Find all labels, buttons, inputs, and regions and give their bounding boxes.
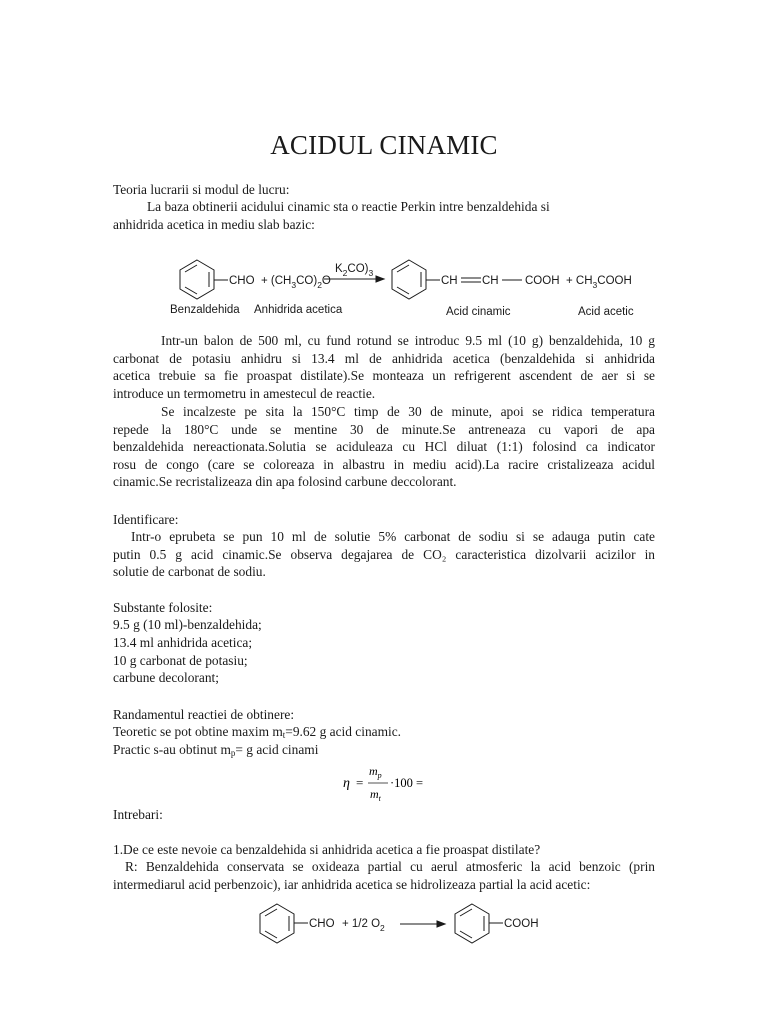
identificare-line: solutie de carbonat de sodiu. [113, 564, 266, 579]
document-title: ACIDUL CINAMIC [270, 130, 498, 160]
double-bond-icon [461, 278, 481, 282]
substante-heading: Substante folosite: [113, 600, 213, 615]
identificare-line: putin 0.5 g acid cinamic.Se observa degajarea de CO₂ caracteristica dizolvarii acizilor in [113, 546, 655, 562]
product-ch2-text: CH [482, 275, 499, 287]
yield-formula [340, 760, 450, 804]
benzene-ring-icon [180, 260, 228, 299]
answer-line: R: Benzaldehida conservata se oxideaza partial cu aerul atmosferic la acid benzoic (prin [125, 859, 655, 874]
formula-numerator: $m_p$ [369, 764, 382, 780]
answer-1 [113, 858, 655, 893]
intro-line-2: anhidrida acetica in mediu slab bazic: [113, 217, 315, 232]
label-benzaldehida: Benzaldehida [170, 304, 240, 316]
randament-teoretic: Teoretic se pot obtine maxim $m_t=9.62$ g acid cinamic. [113, 724, 402, 740]
catalyst-text: $K_2CO)_3$ [335, 263, 374, 278]
label-acid-acetic: Acid acetic [578, 306, 634, 318]
perkin-reaction-scheme [160, 250, 660, 325]
formula-eta: η [343, 776, 350, 791]
procedure-paragraph-1 [113, 332, 655, 402]
reactant-plus-text: + $(CH_3CO)_2O$ [261, 275, 331, 290]
identificare-line: Intr-o eprubeta se pun 10 ml de solutie 5% carbonat de sodiu si se adauga putin cate [131, 529, 655, 544]
question-1: 1.De ce este nevoie ca benzaldehida si anhidrida acetica a fie proaspat distilate? [113, 842, 541, 857]
randament-heading: Randamentul reactiei de obtinere: [113, 707, 295, 722]
procedure-p1-line: acetica trebuie sa fie proaspat distilate).Se monteaza un refrigerent ascendent de aer si se [113, 368, 655, 383]
label-acid-cinamic: Acid cinamic [446, 306, 511, 318]
formula-denominator: $m_t$ [370, 787, 381, 803]
formula-eq: = [356, 775, 364, 790]
intro-heading: Teoria lucrarii si modul de lucru: [113, 182, 290, 197]
procedure-p1-line: Intr-un balon de 500 ml, cu fund rotund se introduc 9.5 ml (10 g) benzaldehida, 10 g [161, 333, 655, 348]
procedure-p1-line: carbonat de potasiu anhidru si 13.4 ml de anhidrida acetica (benzaldehida si anhidrida [113, 350, 655, 366]
product2-text: + $CH_3COOH$ [566, 275, 632, 290]
oxidation-reaction-scheme [240, 898, 570, 948]
reactant-cho-text: CHO [229, 275, 255, 287]
product-ch1-text: CH [441, 275, 458, 287]
label-anhidrida-acetica: Anhidrida acetica [254, 304, 343, 316]
reaction-arrow-icon [400, 921, 445, 927]
benzene-ring-product-icon [455, 904, 503, 943]
substanta-item: 13.4 ml anhidrida acetica; [113, 635, 253, 650]
procedure-p2-line: Se incalzeste pe sita la 150°C timp de 30 de minute, apoi se ridica temperatura [161, 404, 655, 419]
identificare-heading: Identificare: [113, 512, 179, 527]
procedure-p2-line: benzaldehida nereactionata.Solutia se aciduleaza cu HCl diluat (1:1) folosind ca indicator [113, 439, 655, 454]
procedure-paragraph-2 [113, 403, 655, 491]
procedure-p2-line: rosu de congo (care se coloreaza in albastru in mediu acid).La racire cristalizeaza acidul [113, 456, 655, 472]
procedure-p2-line: cinamic.Se recristalizeaza din apa folosind carbune deccolorant. [113, 474, 457, 489]
substanta-item: carbune decolorant; [113, 670, 219, 685]
substanta-item: 9.5 g (10 ml)-benzaldehida; [113, 617, 262, 632]
benzene-ring-icon [260, 904, 308, 943]
reactant-cho-text: CHO [309, 918, 335, 930]
intrebari-heading: Intrebari: [113, 807, 163, 822]
benzene-ring-product-icon [392, 260, 440, 299]
substanta-item: 10 g carbonat de potasiu; [113, 653, 248, 668]
randament-practic: Practic s-au obtinut $m_p= g$ acid cinami [113, 742, 319, 758]
identificare-paragraph [113, 528, 655, 581]
procedure-p1-line: introduce un termometru in amestecul de reactie. [113, 385, 376, 401]
oxygen-text: + 1/2 $O_2$ [342, 918, 385, 933]
reaction-arrow-icon [324, 276, 384, 282]
product-cooh-text: COOH [504, 918, 539, 930]
intro-line-1: La baza obtinerii acidului cinamic sta o reactie Perkin intre benzaldehida si [147, 199, 550, 214]
formula-tail: ·100 = [390, 776, 424, 790]
answer-line: intermediarul acid perbenzoic), iar anhidrida acetica se hidrolizeaza partial la acid acetic: [113, 876, 591, 892]
product-cooh-text: COOH [525, 275, 560, 287]
procedure-p2-line: repede la 180°C unde se mentine 30 de minute.Se antreneaza cu vapori de apa [113, 421, 655, 437]
